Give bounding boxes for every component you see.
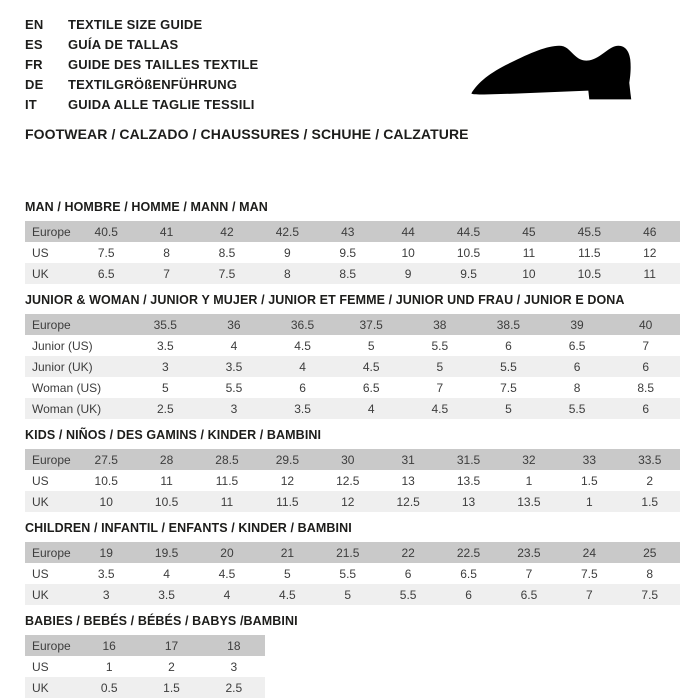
size-value: 8	[573, 380, 581, 395]
row-label: UK	[32, 494, 49, 509]
size-value: 5	[505, 401, 512, 416]
size-value: 43	[341, 224, 355, 239]
size-value: 2	[168, 659, 175, 674]
size-value: 0.5	[100, 680, 118, 695]
row-label: Junior (UK)	[32, 359, 93, 374]
size-section	[25, 614, 680, 698]
size-value: 6.5	[460, 566, 477, 581]
size-value: 1	[525, 473, 533, 488]
size-value: 8	[163, 245, 170, 260]
dress-shoe-icon	[460, 36, 664, 114]
size-value: 11.5	[276, 494, 299, 509]
size-value: 3	[230, 659, 238, 674]
size-value: 9	[284, 245, 291, 260]
sections	[25, 200, 680, 700]
language-label: GUIDE DES TAILLES TEXTILE	[68, 57, 259, 72]
size-value: 31	[401, 452, 415, 467]
section-title: CHILDREN / INFANTIL / ENFANTS / KINDER / BAMBINI	[25, 521, 352, 535]
size-value: 32	[522, 452, 536, 467]
size-value: 8.5	[637, 380, 655, 395]
size-value: 38.5	[496, 317, 521, 332]
row-label: US	[32, 245, 49, 260]
size-value: 6	[299, 380, 306, 395]
size-value: 11	[220, 494, 234, 509]
size-value: 8.5	[218, 245, 236, 260]
size-value: 8	[284, 266, 291, 281]
size-value: 6	[505, 338, 512, 353]
size-value: 24	[582, 545, 596, 560]
size-value: 21	[280, 545, 295, 560]
size-value: 7	[525, 566, 533, 581]
size-value: 1.5	[580, 473, 598, 488]
row-label: Europe	[32, 452, 71, 467]
size-value: 23.5	[517, 545, 541, 560]
size-value: 42	[220, 224, 234, 239]
size-value: 1.5	[163, 680, 180, 695]
table-row	[25, 677, 265, 698]
size-value: 2.5	[225, 680, 243, 695]
language-code: FR	[25, 57, 43, 72]
size-section	[25, 293, 680, 419]
size-table	[25, 449, 680, 512]
size-value: 29.5	[275, 452, 300, 467]
size-value: 40	[639, 317, 653, 332]
table-row	[25, 242, 680, 263]
size-value: 6	[404, 566, 412, 581]
size-value: 11	[522, 245, 536, 260]
size-value: 36.5	[290, 317, 315, 332]
size-value: 27.5	[94, 452, 118, 467]
size-value: 4	[367, 401, 375, 416]
language-row	[25, 95, 258, 115]
size-value: 3	[161, 359, 169, 374]
size-value: 41	[159, 224, 174, 239]
row-label: US	[32, 659, 49, 674]
row-label: UK	[32, 680, 49, 695]
size-value: 7.5	[580, 566, 598, 581]
table-row	[25, 356, 680, 377]
size-value: 5	[344, 587, 352, 602]
row-label: Junior (US)	[32, 338, 93, 353]
size-value: 11	[160, 473, 173, 488]
size-value: 4.5	[294, 338, 311, 353]
size-value: 46	[643, 224, 657, 239]
language-label: TEXTILE SIZE GUIDE	[68, 17, 203, 32]
size-value: 28.5	[215, 452, 239, 467]
table-row	[25, 449, 680, 470]
language-label: TEXTILGRÖßENFÜHRUNG	[68, 77, 238, 92]
size-value: 7.5	[97, 245, 115, 260]
size-value: 45.5	[577, 224, 601, 239]
size-value: 7.5	[500, 380, 517, 395]
size-value: 7	[436, 380, 444, 395]
size-value: 6	[465, 587, 472, 602]
size-value: 2.5	[156, 401, 174, 416]
table-row	[25, 314, 680, 335]
table-row	[25, 542, 680, 563]
size-value: 5	[436, 359, 444, 374]
row-label: Europe	[32, 317, 71, 332]
size-value: 37.5	[359, 317, 383, 332]
size-table	[25, 221, 680, 284]
size-value: 4.5	[362, 359, 380, 374]
size-value: 3.5	[294, 401, 311, 416]
size-value: 11	[643, 266, 656, 281]
language-code: DE	[25, 77, 44, 92]
size-value: 3.5	[97, 566, 115, 581]
size-value: 11.5	[578, 245, 601, 260]
size-value: 13.5	[517, 494, 541, 509]
size-value: 12	[643, 245, 657, 260]
size-value: 3.5	[156, 338, 174, 353]
language-row	[25, 55, 258, 75]
size-value: 8.5	[339, 266, 357, 281]
size-value: 7	[163, 266, 170, 281]
row-label: UK	[32, 587, 49, 602]
size-section	[25, 521, 680, 605]
size-value: 28	[159, 452, 174, 467]
language-label: GUIDA ALLE TAGLIE TESSILI	[68, 97, 255, 112]
size-value: 5	[367, 338, 375, 353]
row-label: UK	[32, 266, 49, 281]
size-value: 12	[280, 473, 295, 488]
size-value: 5.5	[431, 338, 449, 353]
size-value: 44	[401, 224, 415, 239]
table-row	[25, 470, 680, 491]
language-label: GUÍA DE TALLAS	[68, 37, 179, 52]
size-value: 6	[573, 359, 581, 374]
size-value: 2	[646, 473, 654, 488]
size-value: 4.5	[279, 587, 296, 602]
size-value: 4	[299, 359, 306, 374]
size-value: 3.5	[225, 359, 243, 374]
size-value: 9.5	[339, 245, 357, 260]
size-value: 12	[341, 494, 355, 509]
table-row	[25, 335, 680, 356]
size-value: 4	[230, 338, 238, 353]
section-title: JUNIOR & WOMAN / JUNIOR Y MUJER / JUNIOR ET FEMME / JUNIOR UND FRAU / JUNIOR E DONA	[25, 293, 625, 307]
size-value: 19.5	[154, 545, 179, 560]
language-row	[25, 15, 258, 35]
row-label: Europe	[32, 638, 71, 653]
size-value: 3	[102, 587, 110, 602]
size-table	[25, 314, 680, 419]
table-row	[25, 377, 680, 398]
size-section	[25, 200, 680, 284]
size-value: 6.5	[362, 380, 380, 395]
size-value: 4.5	[431, 401, 449, 416]
size-value: 7.5	[218, 266, 236, 281]
size-value: 16	[102, 638, 116, 653]
table-row	[25, 263, 680, 284]
size-value: 17	[164, 638, 179, 653]
row-label: Europe	[32, 224, 71, 239]
size-value: 3	[230, 401, 238, 416]
size-value: 33.5	[638, 452, 662, 467]
size-value: 35.5	[153, 317, 177, 332]
language-code: ES	[25, 37, 43, 52]
size-value: 36	[227, 317, 241, 332]
size-value: 12.5	[336, 473, 360, 488]
language-row	[25, 75, 258, 95]
row-label: US	[32, 473, 49, 488]
size-value: 6.5	[520, 587, 538, 602]
size-value: 40.5	[94, 224, 118, 239]
language-code: EN	[25, 17, 44, 32]
size-value: 5.5	[399, 587, 417, 602]
category-heading: FOOTWEAR / CALZADO / CHAUSSURES / SCHUHE / CALZATURE	[25, 126, 469, 142]
size-value: 25	[643, 545, 657, 560]
size-value: 13	[401, 473, 415, 488]
size-value: 7.5	[641, 587, 659, 602]
size-value: 6	[642, 401, 650, 416]
size-value: 10.5	[154, 494, 179, 509]
size-value: 31.5	[456, 452, 481, 467]
size-value: 5.5	[225, 380, 243, 395]
size-value: 10.5	[456, 245, 481, 260]
language-row	[25, 35, 258, 55]
row-label: Woman (US)	[32, 380, 102, 395]
size-value: 10.5	[94, 473, 118, 488]
size-value: 13	[461, 494, 476, 509]
size-value: 38	[433, 317, 447, 332]
size-value: 4	[223, 587, 231, 602]
row-label: Woman (UK)	[32, 401, 102, 416]
size-value: 5.5	[500, 359, 517, 374]
size-value: 5.5	[568, 401, 586, 416]
size-value: 5.5	[339, 566, 357, 581]
size-value: 5	[284, 566, 291, 581]
size-value: 9.5	[460, 266, 477, 281]
section-title: BABIES / BEBÉS / BÉBÉS / BABYS /BAMBINI	[25, 614, 298, 628]
size-value: 10	[522, 266, 536, 281]
size-value: 10.5	[577, 266, 601, 281]
table-row	[25, 398, 680, 419]
size-table	[25, 542, 680, 605]
section-title: KIDS / NIÑOS / DES GAMINS / KINDER / BAMBINI	[25, 428, 322, 442]
size-value: 1.5	[641, 494, 659, 509]
size-value: 13.5	[456, 473, 481, 488]
size-value: 30	[341, 452, 355, 467]
size-value: 10	[401, 245, 415, 260]
size-section	[25, 428, 680, 512]
table-row	[25, 563, 680, 584]
size-value: 4	[163, 566, 170, 581]
size-value: 6.5	[97, 266, 115, 281]
size-value: 42.5	[275, 224, 300, 239]
row-label: US	[32, 566, 49, 581]
size-value: 45	[522, 224, 536, 239]
size-table	[25, 635, 265, 698]
table-row	[25, 491, 680, 512]
size-value: 21.5	[336, 545, 360, 560]
size-value: 11.5	[215, 473, 239, 488]
size-value: 4.5	[218, 566, 236, 581]
size-value: 7	[585, 587, 593, 602]
size-value: 5	[161, 380, 169, 395]
size-value: 6.5	[568, 338, 586, 353]
size-value: 10	[99, 494, 113, 509]
size-value: 44.5	[456, 224, 481, 239]
size-value: 12.5	[396, 494, 420, 509]
table-row	[25, 635, 265, 656]
size-value: 22.5	[456, 545, 481, 560]
size-value: 33	[582, 452, 596, 467]
size-value: 8	[646, 566, 654, 581]
language-list	[25, 15, 258, 115]
section-title: MAN / HOMBRE / HOMME / MANN / MAN	[25, 200, 268, 214]
size-value: 20	[220, 545, 234, 560]
size-value: 6	[642, 359, 650, 374]
size-value: 19	[99, 545, 113, 560]
size-value: 1	[585, 494, 593, 509]
size-value: 7	[642, 338, 650, 353]
size-value: 9	[404, 266, 412, 281]
size-value: 18	[227, 638, 241, 653]
size-value: 1	[105, 659, 113, 674]
table-row	[25, 656, 265, 677]
table-row	[25, 221, 680, 242]
size-value: 3.5	[158, 587, 175, 602]
table-row	[25, 584, 680, 605]
row-label: Europe	[32, 545, 71, 560]
size-value: 22	[401, 545, 415, 560]
language-code: IT	[25, 97, 37, 112]
size-value: 39	[570, 317, 584, 332]
